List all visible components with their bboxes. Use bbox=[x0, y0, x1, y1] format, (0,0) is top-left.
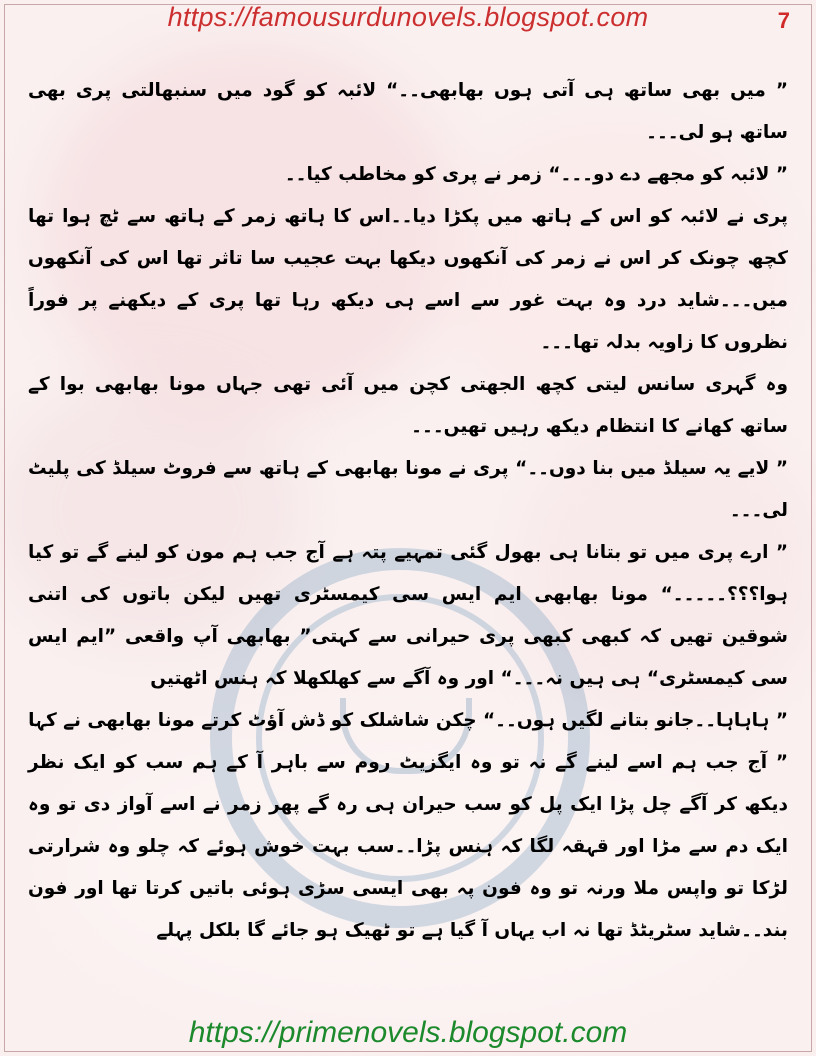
page-number: 7 bbox=[777, 8, 790, 33]
paragraph: ” میں بھی ساتھ ہی آتی ہوں بھابھی۔۔“ لائبہ کو گود میں سنبھالتی پری بھی ساتھ ہو لی۔۔۔ bbox=[28, 80, 788, 143]
paragraph: ” آج جب ہم اسے لینے گے نہ تو وہ ایگزیٹ روم سے باہر آ کے ہم سب کو ایک نظر دیکھ کر آگے چل پڑا ایک پل کو سب حیران ہی رہ گے پھر زمر نے اسے آواز دی تو وہ ایک دم سے مڑا اور قہقہ لگا کہ ہنس پڑا۔۔سب بہت خوش ہوئے کہ چلو وہ شرارتی لڑکا تو واپس ملا ورنہ تو وہ فون پہ بھی ایسی سڑی ہوئی باتیں کرتا تھا اور فون بند۔۔شاید سٹریٹڈ تھا نہ اب یہاں آ گیا ہے تو ٹھیک ہو جائے گا بلکل پہلے bbox=[28, 752, 788, 941]
paragraph: ” ہاہاہا۔۔جانو بتانے لگیں ہوں۔۔“ چکن شاشلک کو ڈش آؤٹ کرتے مونا بھابھی نے کہا bbox=[28, 710, 788, 731]
paragraph: وہ گہری سانس لیتی کچھ الجھتی کچن میں آئی تھی جہاں مونا بھابھی بوا کے ساتھ کھانے کا انتظام دیکھ رہیں تھیں۔۔۔ bbox=[28, 374, 788, 437]
header-blog-link[interactable]: https://famousurdunovels.blogspot.com bbox=[167, 2, 649, 32]
paragraph: ” لایے یہ سیلڈ میں بنا دوں۔۔“ پری نے مونا بھابھی کے ہاتھ سے فروٹ سیلڈ کی پلیٹ لی۔۔۔ bbox=[28, 458, 788, 521]
story-text bbox=[28, 70, 788, 952]
footer-blog-link[interactable]: https://primenovels.blogspot.com bbox=[188, 1016, 628, 1049]
paragraph: ” ارے پری میں تو بتانا ہی بھول گئی تمہیے پتہ ہے آج جب ہم مون کو لینے گے تو کیا ہوا؟؟؟۔۔۔۔۔“ مونا بھابھی ایم ایس سی کیمسٹری تھیں لیکن باتوں کی اتنی شوقین تھیں کہ کبھی کبھی پری حیرانی سے کہتی” بھابھی آپ واقعی ”ایم ایس سی کیمسٹری“ ہی ہیں نہ۔۔۔“ اور وہ آگے سے کھلکھلا کہ ہنس اٹھتیں bbox=[28, 542, 788, 689]
paragraph: پری نے لائبہ کو اس کے ہاتھ میں پکڑا دیا۔۔اس کا ہاتھ زمر کے ہاتھ سے ٹچ ہوا تھا کچھ چونک کر اس نے زمر کی آنکھوں دیکھا بہت عجیب سا تاثر تھا اس کی آنکھوں میں۔۔۔شاید درد وہ بہت غور سے اسے ہی دیکھ رہا تھا پری کے دیکھنے پر فوراً نظروں کا زاویہ بدلہ تھا۔۔۔ bbox=[28, 206, 788, 353]
paragraph: ” لائبہ کو مجھے دے دو۔۔۔“ زمر نے پری کو مخاطب کیا۔۔ bbox=[284, 164, 788, 185]
